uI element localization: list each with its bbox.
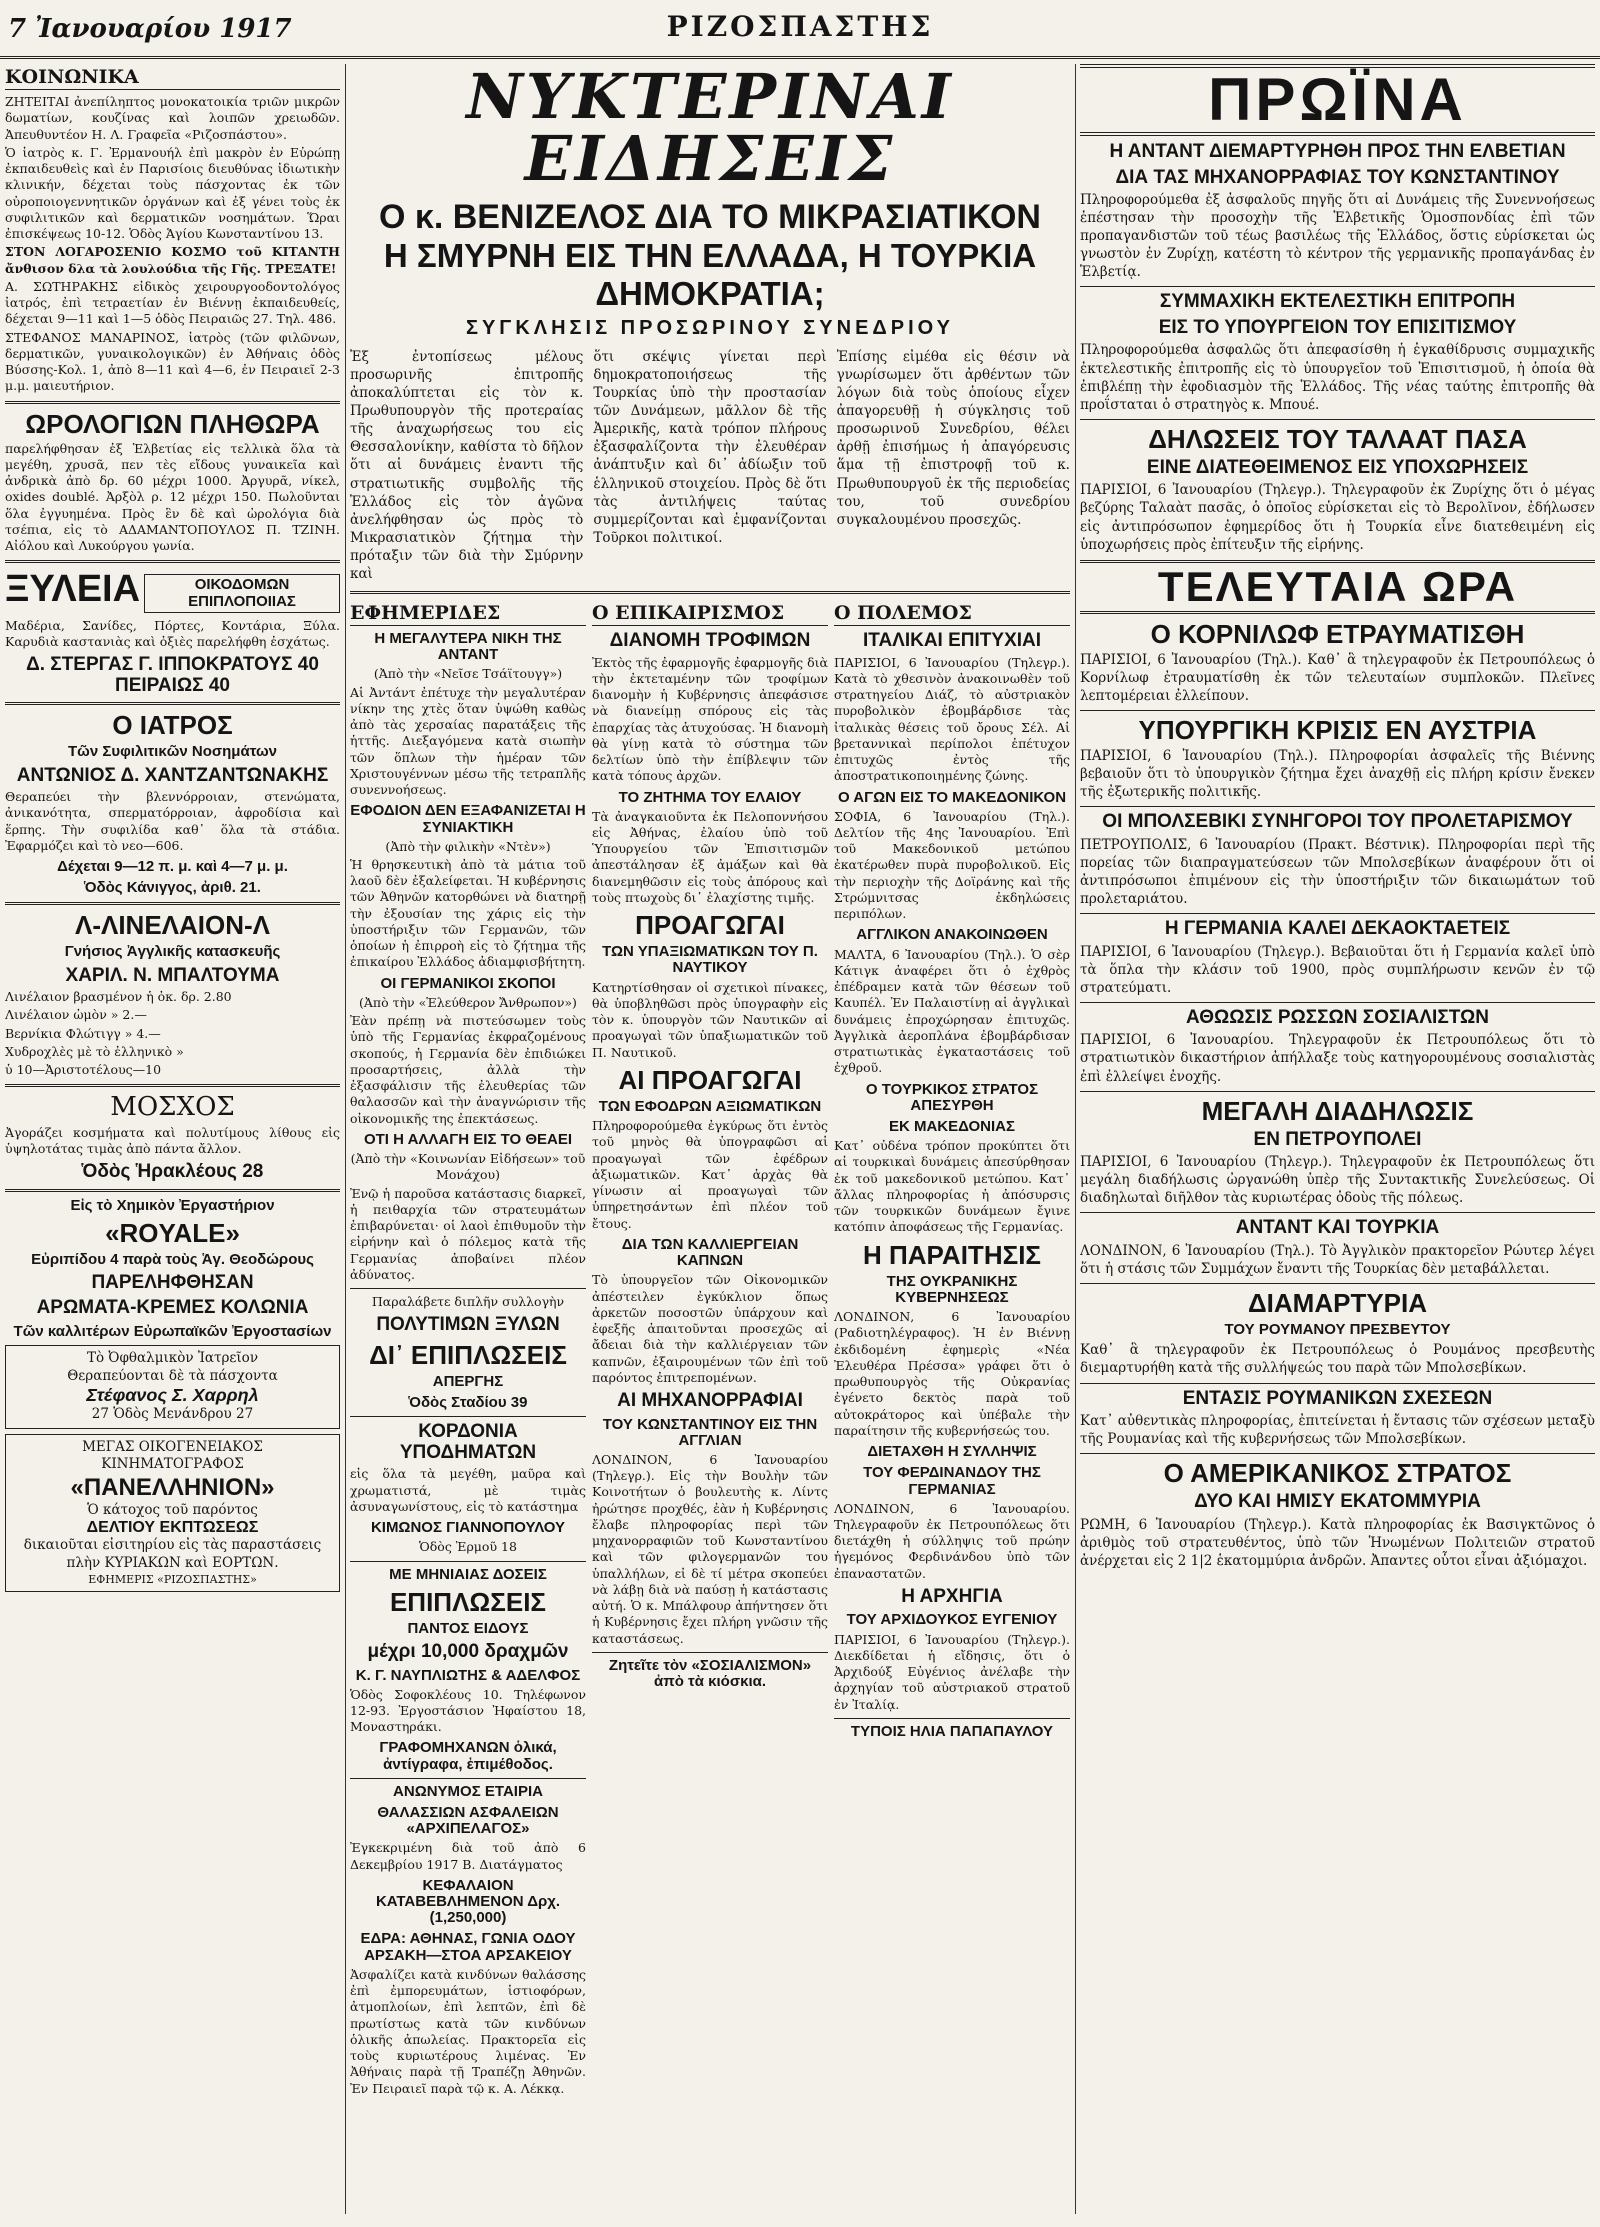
article-text: Ἐπίσης εἰμέθα εἰς θέσιν νὰ γνωρίσωμεν ὅτι ἀρθέντων τῶν λόγων διὰ τοὺς ὁποίους εἶχεν ἀπαγορευθῇ ἡ σύγκλησις τοῦ προσωρινοῦ Συνεδρίου, θέλει ἀρθῇ ἐπισήμως ἡ ἀπαγόρευσις ἅμα τῇ ἐπιστροφῇ τοῦ κ. Πρωθυπουργοῦ ἐκ τῆς περιοδείας του, τοῦ συνεδρίου συγκαλουμένου προσεχῶς. bbox=[836, 348, 1070, 528]
divider bbox=[834, 1718, 1070, 1719]
ad-line: δικαιοῦται εἰσιτηρίου εἰς τὰς παραστάσεις πλὴν ΚΥΡΙΑΚΩΝ καὶ ΕΟΡΤΩΝ. bbox=[23, 1537, 322, 1572]
article-text: Κατ᾽ οὐδένα τρόπον προκύπτει ὅτι αἱ τουρκικαὶ δυνάμεις ἀπεσύρθησαν ἐκ τοῦ μακεδονικοῦ μετώπου. Κατ᾽ ἄλλας πληροφορίας ἡ ἀπόσυρσις τῶν τουρκικῶν δυνάμεων ἔγινε κατόπιν ἀποφάσεως τῆς Γερμανίας. bbox=[834, 1138, 1070, 1235]
column-rule bbox=[345, 64, 346, 2214]
source-line: (Ἀπὸ τὴν φιλικὴν «Ντὲν») bbox=[385, 838, 551, 854]
headline: ΑΓΓΛΙΚΟΝ ΑΝΑΚΟΙΝΩΘΕΝ bbox=[856, 926, 1048, 944]
price-row: Λινέλαιον ὠμὸν » 2.— bbox=[5, 1007, 147, 1023]
article-text: ΠΑΡΙΣΙΟΙ, 6 Ἰανουαρίου (Τηλεγρ.). Κατὰ τὸ χθεσινὸν ἀνακοινωθὲν τοῦ στρατηγείου Διάζ, τὸ αὐστριακὸν πυροβολικὸν ἐβομβάρδισε τὰς ἰταλικὰς θέσεις τοῦ ὄρους Σέλ. Αἱ βρεταννικαὶ περίπολοι ἐπέτυχον ἐπιτυχῶς ἐντὸς τῆς ἀποστρατικοποιημένης ζώνης. bbox=[834, 654, 1070, 784]
headline: ΟΙ ΜΠΟΛΣΕΒΙΚΙ ΣΥΝΗΓΟΡΟΙ ΤΟΥ ΠΡΟΛΕΤΑΡΙΣΜΟΥ bbox=[1102, 811, 1573, 833]
headline: Η ΑΡΧΗΓΙΑ bbox=[901, 1585, 1003, 1607]
headline: Ο ΚΟΡΝΙΛΩΦ ΕΤΡΑΥΜΑΤΙΣΘΗ bbox=[1150, 618, 1525, 649]
divider bbox=[1080, 1091, 1595, 1092]
headline: ΜΕΓΑΛΗ ΔΙΑΔΗΛΩΣΙΣ bbox=[1201, 1095, 1474, 1126]
divider bbox=[5, 1189, 340, 1192]
ad-text: Ἀσφαλίζει κατὰ κινδύνων θαλάσσης ἐπὶ ἐμπορευμάτων, ἱστιοφόρων, ἀτμοπλοίων, ἐπὶ λεπτῶν, ἐπὶ δὲ πρωτίστως κατὰ τῶν κινδύνων ὁλικῆς ἀπωλείας. Πρακτορεῖα εἰς τοὺς κυριωτέρους λιμένας. Ἐν Ἀθήναις παρὰ τῇ Τραπέζῃ Ἀθηνῶν. Ἐν Πειραιεῖ παρὰ τῷ κ. Α. Λέκκᾳ. bbox=[350, 1966, 586, 2096]
article-text: ΠΑΡΙΣΙΟΙ, 6 Ἰανουαρίου (Τηλεγρ.). Τηλεγραφοῦν ἐκ Πετρουπόλεως ὅτι μεγάλη διαδήλωσις ὠργανώθη ὑπὲρ τῆς Συντακτικῆς Συνελεύσεως. Οἱ διαδηλωταὶ διῆλθον τὰς κυριωτέρας ὁδοὺς τῆς πόλεως. bbox=[1080, 1154, 1595, 1207]
article-text: Τὸ ὑπουργεῖον τῶν Οἰκονομικῶν ἀπέστειλεν ἐγκύκλιον ὅπως ἀρκετῶν ποσοστῶν ὑπάρχουν καὶ ἐφεξῆς ἀπαιτοῦνται προσεχῶς αἱ ἄδειαι διὰ τὴν καλλιέργειαν τῶν καπνῶν, ἐξαιρουμένων τῶν ἐπὶ τοῦ παρόντος ἐπιτρεπομένων. bbox=[592, 1272, 828, 1385]
ad-xyleia bbox=[5, 569, 340, 615]
headline: ΥΠΟΥΡΓΙΚΗ ΚΡΙΣΙΣ ΕΝ ΑΥΣΤΡΙΑ bbox=[1138, 714, 1537, 745]
column-rule bbox=[1075, 64, 1076, 2214]
issue-date: 7 Ἰανουαρίου 1917 bbox=[8, 14, 292, 44]
ad-line: Εὐριπίδου 4 παρὰ τοὺς Ἁγ. Θεοδώρους bbox=[31, 1250, 314, 1268]
ad-title: ΞΥΛΕΙΑ bbox=[5, 568, 141, 611]
article-text: Ἡ θρησκευτικὴ ἀπὸ τὰ μάτια τοῦ λαοῦ δὲν ἐξαλείφεται. Ἡ κυβέρνησις τῶν Ἀθηνῶν κατορθώνει νὰ διατηρῇ τὴν ἐξουσίαν της χάρις εἰς τὴν ὑποστήριξιν τῶν Γερμανῶν, τῶν ὁποίων ἡ ἐπιρροὴ εἰς τὸ ζήτημα τῆς ἐπικαίρου Ἐλλάδος ἀδιαμφισβήτητη. bbox=[350, 856, 586, 970]
article-text: Καθ᾽ ἃ τηλεγραφοῦν ἐκ Πετρουπόλεως ὁ Ρουμάνος πρεσβευτὴς διεμαρτυρήθη κατὰ τῆς συλλήψεώς του παρὰ τῶν Μπολσεβίκων. bbox=[1080, 1342, 1595, 1377]
classified-text: ΖΗΤΕΙΤΑΙ ἀνεπίληπτος μονοκατοικία τριῶν μικρῶν δωματίων, κουζίνας καὶ λοιπῶν χρειωδῶν. Ἀπευθυντέον Η. Λ. Γραφεῖα «Ριζοσπάστου». bbox=[5, 94, 340, 142]
footer-note: Ζητεῖτε τὸν «ΣΟΣΙΑΛΙΣΜΟΝ» ἀπὸ τὰ κιόσκια. bbox=[608, 1656, 812, 1691]
article-text: ΠΑΡΙΣΙΟΙ, 6 Ἰανουαρίου (Τηλεγρ.). Βεβαιοῦται ὅτι ἡ Γερμανία καλεῖ ὑπὸ τὰ ὅπλα τὴν κλάσιν τοῦ 1900, πρὸς συμπλήρωσιν κενῶν ἐν τῷ στρατεύματι. bbox=[1080, 943, 1595, 996]
ad-line: ΚΕΦΑΛΑΙΟΝ ΚΑΤΑΒΕΒΛΗΜΕΝΟΝ Δρχ. (1,250,000) bbox=[375, 1876, 561, 1927]
headline: ΣΥΜΜΑΧΙΚΗ ΕΚΤΕΛΕΣΤΙΚΗ ΕΠΙΤΡΟΠΗ bbox=[1159, 291, 1516, 313]
ad-strong: ΔΕΛΤΙΟΥ ΕΚΠΤΩΣΕΩΣ bbox=[86, 1519, 259, 1537]
ad-address: Ὁδὸς Σοφοκλέους 10. Τηλέφωνον 12-93. Ἐργοστάσιον Ἠφαίστου 18, Μοναστηράκι. bbox=[350, 1686, 586, 1735]
divider bbox=[350, 1778, 586, 1779]
classified-text: ΣΤΕΦΑΝΟΣ ΜΑΝΑΡΙΝΟΣ, ἰατρὸς (τῶν φιλῶνων, δερματικῶν, γυναικολογικῶν) ἐν Ἀθήναις ὁδὸς Βύσσης-Κολ. 1, ἀπὸ 8—11 καὶ 4—6, ἐν Πειραιεῖ 2-3 μ.μ. μαιευτήριον. bbox=[5, 329, 340, 394]
ad-name: Κ. Γ. ΝΑΥΠΛΙΩΤΗΣ & ΑΔΕΛΦΟΣ bbox=[355, 1666, 581, 1684]
ad-tag: ΕΦΗΜΕΡΙΣ «ΡΙΖΟΣΠΑΣΤΗΣ» bbox=[88, 1572, 257, 1586]
ad-address: Δ. ΣΤΕΡΓΑΣ Γ. ΙΠΠΟΚΡΑΤΟΥΣ 40 ΠΕΙΡΑΙΩΣ 40 bbox=[26, 654, 319, 696]
divider bbox=[350, 1288, 586, 1289]
column-polemos bbox=[834, 600, 1070, 2099]
paper-name: ΡΙΖΟΣΠΑΣΤΗΣ bbox=[666, 10, 934, 43]
ad-subtitle: ΑΠΕΡΓΗΣ bbox=[432, 1372, 504, 1390]
ad-address: ΕΔΡΑ: ΑΘΗΝΑΣ, ΓΩΝΙΑ ΟΔΟΥ ΑΡΣΑΚΗ—ΣΤΟΑ ΑΡΣΑΚΕΙΟΥ bbox=[360, 1930, 576, 1964]
divider bbox=[1080, 1002, 1595, 1003]
section-label: Ο ΠΟΛΕΜΟΣ bbox=[834, 602, 1070, 626]
ad-line: Ὁ κάτοχος τοῦ παρόντος bbox=[87, 1501, 258, 1518]
headline: ΤΟ ΖΗΤΗΜΑ ΤΟΥ ΕΛΑΙΟΥ bbox=[618, 788, 802, 806]
ad-line: ΓΡΑΦΟΜΗΧΑΝΩΝ ὁλικά, ἀντίγραφα, ἐπιμέθοδος. bbox=[379, 1739, 557, 1773]
headline: ΤΩΝ ΥΠΑΞΙΩΜΑΤΙΚΩΝ ΤΟΥ Π. ΝΑΥΤΙΚΟΥ bbox=[602, 943, 818, 977]
ad-title: «ΠΑΝΕΛΛΗΝΙΟΝ» bbox=[70, 1473, 275, 1501]
article-text: ΠΑΡΙΣΙΟΙ, 6 Ἰανουαρίου (Τηλ.). Καθ᾽ ἃ τηλεγραφοῦν ἐκ Πετρουπόλεως ὁ Κορνίλωφ ἐτραυματίσθη ἐκ τῶν τελευταίων συμπλοκῶν. Πλεῖνες λεπτομέρειαι ἐλλείπουν. bbox=[1080, 651, 1595, 704]
headline: ΔΙΑ ΤΑΣ ΜΗΧΑΝΟΡΡΑΦΙΑΣ ΤΟΥ ΚΩΝΣΤΑΝΤΙΝΟΥ bbox=[1115, 166, 1560, 188]
ad-line: μέχρι 10,000 δραχμῶν bbox=[367, 1641, 569, 1662]
headline: ΠΡΟΑΓΩΓΑΙ bbox=[635, 910, 785, 941]
article-text: ΠΑΡΙΣΙΟΙ, 6 Ἰανουαρίου (Τηλεγρ.). Διεκδίδεται ἡ εἴδησις, ὅτι ὁ Ἀρχιδούξ Εὐγένιος ἀνέλαβε τὴν ἀρχηγίαν τοῦ αὐστριακοῦ στρατοῦ ἐν Ἰταλίᾳ. bbox=[834, 1631, 1070, 1712]
article-text: ΠΑΡΙΣΙΟΙ, 6 Ἰανουαρίου (Τηλεγρ.). Τηλεγραφοῦν ἐκ Ζυρίχης ὅτι ὁ μέγας βεζύρης Ταλαὰτ πασᾶς, ὁ ὁποῖος εὑρίσκεται εἰς τὸ Βερολῖνον, ἐδήλωσεν εἰς ἀντιπρόσωπον ἐφημερίδος ὅτι ἡ Τουρκία εἶνε διατεθειμένη εἰς ὑποχωρήσεις πρὸς ἐπίτευξιν τῆς εἰρήνης. bbox=[1080, 482, 1595, 553]
headline: Η ΓΕΡΜΑΝΙΑ ΚΑΛΕΙ ΔΕΚΑΟΚΤΑΕΤΕΙΣ bbox=[1164, 918, 1511, 940]
headline: Η ΣΜΥΡΝΗ ΕΙΣ ΤΗΝ ΕΛΛΑΔΑ, Η ΤΟΥΡΚΙΑ ΔΗΜΟΚΡΑΤΙΑ; bbox=[383, 237, 1037, 313]
headline: Ο ΑΓΩΝ ΕΙΣ ΤΟ ΜΑΚΕΔΟΝΙΚΟΝ bbox=[837, 788, 1067, 806]
ad-title: ΠΑΡΕΛΗΦΘΗΣΑΝ bbox=[91, 1271, 254, 1293]
ad-name: ΚΙΜΩΝΟΣ ΓΙΑΝΝΟΠΟΥΛΟΥ bbox=[370, 1519, 566, 1537]
headline: ΑΙ ΜΗΧΑΝΟΡΡΑΦΙΑΙ bbox=[617, 1390, 803, 1412]
ad-title: Λ-ΛΙΝΕΛΑΙΟΝ-Λ bbox=[74, 910, 271, 941]
ad-text: παρελήφθησαν ἐξ Ἑλβετίας εἰς τελλικὰ ὅλα τὰ μεγέθη, χρυσᾶ, πεν τὲς εἴδους γυναικεῖα καὶ ἀνδρικὰ ἀπὸ δρ. 60 μέχρι 1000. Ἀργυρᾶ, νίκελ, oxides doublé. Ἀρξὸλ ρ. 12 μέχρι 150. Πωλοῦνται ὅλα ἐγγυημένα. Πρὸς ἓν δὲ καὶ ὠρολόγια διὰ τσέπια, εἰς τὸ ΑΔΑΜΑΝΤΟΠΟΥΛΟΣ Π. ΤΖΙΝΗ. Αἰόλου καὶ Λυκούργου γωνία. bbox=[5, 440, 340, 554]
price-row: Λινέλαιον βρασμένον ἡ ὀκ. δρ. 2.80 bbox=[5, 989, 232, 1005]
headline: Ο κ. ΒΕΝΙΖΕΛΟΣ ΔΙΑ ΤΟ ΜΙΚΡΑΣΙΑΤΙΚΟΝ bbox=[379, 198, 1041, 236]
ad-box bbox=[5, 1345, 340, 1429]
headline: ΑΙ ΠΡΟΑΓΩΓΑΙ bbox=[618, 1064, 802, 1095]
divider bbox=[350, 591, 1070, 594]
ad-title: ΕΠΙΠΛΩΣΕΙΣ bbox=[389, 1586, 547, 1617]
section-title: ΤΕΛΕΥΤΑΙΑ ΩΡΑ bbox=[1080, 560, 1595, 614]
article-text: ΛΟΝΔΙΝΟΝ, 6 Ἰανουαρίου (Τηλ.). Τὸ Ἀγγλικὸν πρακτορεῖον Ρώυτερ λέγει ὅτι ἡ στάσις τῶν Συμμάχων ἔναντι τῆς Τουρκίας δὲν μεταβάλλεται. bbox=[1080, 1242, 1595, 1278]
divider bbox=[1080, 419, 1595, 420]
classified-text: Ὁ ἰατρὸς κ. Γ. Ἐρμανουήλ ἐπὶ μακρὸν ἐν Εὐρώπῃ ἐκπαιδευθεὶς καὶ ἐν Παρισίοις διευθύνας ἰδιωτικὴν κλινικήν, δέχεται τοὺς πάσχοντας ἐκ τῶν οὐροποιογεννητικῶν ὀργάνων καὶ ἐξ γένει τοὺς ἐκ συφιλιτικῶν καὶ δερματικῶν νοσημάτων. Ὥραι ἐπισκέψεως 10-12. Ὁδὸς Ἁγίου Κωνσταντίνου 13. bbox=[5, 144, 340, 241]
ad-line: Θεραπεύονται δὲ τὰ πάσχοντα bbox=[67, 1367, 278, 1384]
headline: Η ΜΕΓΑΛΥΤΕΡΑ ΝΙΚΗ ΤΗΣ ΑΝΤΑΝΤ bbox=[374, 629, 562, 664]
ad-address: Ὁδὸς Σταδίου 39 bbox=[408, 1394, 528, 1412]
ad-subtitle: ΠΑΝΤΟΣ ΕΙΔΟΥΣ bbox=[407, 1619, 529, 1637]
headline: Η ΑΝΤΑΝΤ ΔΙΕΜΑΡΤΥΡΗΘΗ ΠΡΟΣ ΤΗΝ ΕΛΒΕΤΙΑΝ bbox=[1109, 141, 1566, 162]
ad-box bbox=[5, 1434, 340, 1592]
lower-columns bbox=[350, 600, 1070, 2099]
article-text: Αἱ Ἀντάντ ἐπέτυχε τὴν μεγαλυτέραν νίκην της χτὲς ὅταν ὑψώθη καθὼς ἀπὸ τὰς χερσαίας παρατάξεις τῆς ἡττῆς. Διεξαγόμενα κατὰ σιωπὴν τῶν ὅπλων τὴν ἡμέραν τῶν Χριστουγέννων μέσω τῆς τετραπλῆς συνεννοήσεως. bbox=[350, 684, 586, 798]
ad-subtitle: Τῶν Συφιλιτικῶν Νοσημάτων bbox=[68, 743, 277, 761]
source-line: (Ἀπὸ τὴν «Κοινωνίαν Εἰδήσεων» τοῦ Μονάχου) bbox=[350, 1151, 586, 1183]
ad-hours: Δέχεται 9—12 π. μ. καὶ 4—7 μ. μ. bbox=[57, 858, 288, 876]
article-text: ΠΑΡΙΣΙΟΙ, 6 Ἰανουαρίου. Τηλεγραφοῦν ἐκ Πετρουπόλεως ὅτι τὸ στρατιωτικὸν δικαστήριον ἀπήλλαξε τοὺς κατηγορουμένους σοσιαλιστὰς ἐπὶ ἐλλείψει ἐνοχῆς. bbox=[1080, 1032, 1595, 1085]
ad-subtitle: Γνήσιος Ἀγγλικῆς κατασκευῆς bbox=[64, 943, 281, 961]
section-label: Ο ΕΠΙΚΑΙΡΙΣΜΟΣ bbox=[592, 602, 828, 626]
headline: ΤΟΥ ΑΡΧΙΔΟΥΚΟΣ ΕΥΓΕΝΙΟΥ bbox=[846, 1611, 1058, 1629]
headline: ΔΙΕΤΑΧΘΗ Η ΣΥΛΛΗΨΙΣ bbox=[867, 1443, 1037, 1461]
ad-title: ΔΙ᾽ ΕΠΙΠΛΩΣΕΙΣ bbox=[369, 1339, 567, 1370]
headline: ΑΝΤΑΝΤ ΚΑΙ ΤΟΥΡΚΙΑ bbox=[1235, 1217, 1440, 1239]
divider bbox=[5, 702, 340, 705]
classified-text: ΣΤΟΝ ΛΟΓΑΡΟΣΕΝΙΟ ΚΟΣΜΟ τοῦ ΚΙΤΑΝΤΗ ἄνθισον δλα τὰ λουλούδια τῆς Γῆς. ΤΡΕΞΑΤΕ! bbox=[5, 244, 340, 276]
divider bbox=[1080, 1212, 1595, 1213]
headline: ΤΟΥ ΚΩΝΣΤΑΝΤΙΝΟΥ ΕΙΣ ΤΗΝ ΑΓΓΛΙΑΝ bbox=[602, 1415, 818, 1449]
column-epikairismos bbox=[592, 600, 828, 2099]
headline: ΟΤΙ Η ΑΛΛΑΓΗ ΕΙΣ ΤΟ ΘΕΑΕΙ bbox=[363, 1130, 573, 1148]
divider bbox=[1080, 710, 1595, 711]
ad-subtitle: ΘΑΛΑΣΣΙΩΝ ΑΣΦΑΛΕΙΩΝ «ΑΡΧΙΠΕΛΑΓΟΣ» bbox=[377, 1804, 559, 1838]
divider bbox=[592, 1652, 828, 1653]
ad-address: Ὁδὸς Κάνιγγος, ἀριθ. 21. bbox=[84, 879, 261, 897]
classifieds-column bbox=[5, 64, 340, 2224]
ad-name: Στέφανος Σ. Χαρρηλ bbox=[86, 1385, 259, 1406]
ad-title: ΩΡΟΛΟΓΙΩΝ ΠΛΗΘΩΡΑ bbox=[25, 408, 320, 439]
headline: ΕΦΟΔΙΟΝ ΔΕΝ ΕΞΑΦΑΝΙΖΕΤΑΙ Η ΣΥΝΙΑΚΤΙΚΗ bbox=[350, 802, 586, 836]
ad-line: Τῶν καλλιτέρων Εὐρωπαϊκῶν Ἐργοστασίων bbox=[13, 1323, 332, 1340]
article-text: Ἐξ ἐντοπίσεως μέλους προσωρινῆς ἐπιτροπῆς ἀποκαλύπτεται εἰς τὸν κ. Πρωθυπουργὸν τῆς προτεραίας τῆς ἀναχωρήσεως του εἰς Θεσσαλονίκην, καθίστα τὸ δῆλον ὅτι αἱ δυνάμεις ἐναντι τῆς στρατιωτικῆς συμβολῆς τῆς Ἑλλάδος εἰς τὸν ἀγῶνα ἀνελήφθησαν ὡς πρὸς τὸ Μικρασιατικὸν ζήτημα τὴν πρόταξιν τῶν διὰ τὴν Σμύρνην καὶ bbox=[350, 348, 584, 582]
article-text: Πληροφορούμεθα ἐγκύρως ὅτι ἐντὸς τοῦ μηνὸς θὰ ὑπογραφῶσι αἱ προαγωγαὶ τῶν ἐφέδρων ἀξιωματικῶν. Κατ᾽ ἀρχὰς θὰ γίνωσιν αἱ προαγωγαὶ τῶν ὑπηρετησάντων ἐπὶ πλέον τοῦ ἔτους. bbox=[592, 1118, 828, 1231]
kicker: ΣΥΓΚΛΗΣΙΣ ΠΡΟΣΩΡΙΝΟΥ ΣΥΝΕΔΡΙΟΥ bbox=[465, 316, 955, 339]
divider bbox=[350, 1561, 586, 1562]
article-text: Ἐκτὸς τῆς ἐφαρμογῆς ἐφαρμογῆς διὰ τὴν ἐκτεταμένην τῶν τροφίμων διανομὴν ἡ Κυβέρνησις ἀπεφάσισε νὰ διανείμῃ σπόρους εἰς τὰς ἐπαρχίας τὰς ἀτυχούσας. Ἡ διανομὴ θὰ γίνῃ κατὰ τὸ σύστημα τῶν δελτίων ὑπὸ τὴν ἐπίβλεψιν τῶν κατὰ τόπους ἀρχῶν. bbox=[592, 654, 828, 784]
article-text: ΛΟΝΔΙΝΟΝ, 6 Ἰανουαρίου. Τηλεγραφοῦν ἐκ Πετρουπόλεως ὅτι διετάχθη ἡ σύλληψις τοῦ πρώην ἡγεμόνος Φερδινάνδου ὑπὸ τῶν ἐπαναστατῶν. bbox=[834, 1500, 1070, 1581]
article-text: ΠΑΡΙΣΙΟΙ, 6 Ἰανουαρίου (Τηλ.). Πληροφορίαι ἀσφαλεῖς τῆς Βιέννης βεβαιοῦν ὅτι τὸ ὑπουργικὸν ζήτημα ἔχει ἀναχθῇ εἰς πλήρη κρίσιν ἔνεκεν τῆς ἐξωτερικῆς πολιτικῆς. bbox=[1080, 748, 1595, 801]
headline: Ο ΑΜΕΡΙΚΑΝΙΚΟΣ ΣΤΡΑΤΟΣ bbox=[1163, 1458, 1512, 1489]
ad-text: εἰς ὅλα τὰ μεγέθη, μαῦρα καὶ χρωματιστά, μὲ τιμὰς ἀσυναγωνίστους, εἰς τὸ κατάστημα bbox=[350, 1466, 586, 1514]
divider bbox=[5, 902, 340, 905]
article-text: Κατ᾽ αὐθεντικὰς πληροφορίας, ἐπιτείνεται ἡ ἔντασις τῶν σχέσεων μεταξὺ τῆς Ρουμανίας καὶ τῆς κυβερνήσεως τῶν Μπολσεβίκων. bbox=[1080, 1413, 1595, 1448]
morning-news-column bbox=[1080, 64, 1595, 2224]
headline: Ο ΤΟΥΡΚΙΚΟΣ ΣΤΡΑΤΟΣ ΑΠΕΣΥΡΘΗ bbox=[865, 1080, 1039, 1114]
article-text: ΠΕΤΡΟΥΠΟΛΙΣ, 6 Ἰανουαρίου (Πρακτ. Βέστνικ). Πληροφορίαι περὶ τῆς πορείας τῶν διαπραγματεύσεων τῶν Μπολσεβίκων ἀναφέρουν ὅτι οἱ ἀντιπρόσωποι ἐπιμένουν εἰς τὴν ὑποστήριξιν τῶν δικαιωμάτων τοῦ προλεταριάτου. bbox=[1080, 836, 1595, 908]
article-text: Πληροφορούμεθα ἀσφαλῶς ὅτι ἀπεφασίσθη ἡ ἐγκαθίδρυσις συμμαχικῆς ἐκτελεστικῆς ἐπιτροπῆς εἰς τὸ ὑπουργεῖον τοῦ Ἐπισιτισμοῦ, ἡ ὁποία θὰ ἐπιβλέπῃ τὴν ἐφοδιασμὸν τῆς Ἑλλάδος. Τῆς νέας ταύτης ἐπιτροπῆς θὰ προΐσταται ὁ στρατηγὸς κ. Μπουέ. bbox=[1080, 342, 1595, 413]
headline: ΕΙΝΕ ΔΙΑΤΕΘΕΙΜΕΝΟΣ ΕΙΣ ΥΠΟΧΩΡΗΣΕΙΣ bbox=[1146, 456, 1529, 478]
headline: ΤΩΝ ΕΦΟΔΡΩΝ ΑΞΙΩΜΑΤΙΚΩΝ bbox=[598, 1097, 822, 1115]
article-text: ΜΑΛΤΑ, 6 Ἰανουαρίου (Τηλ.). Ὁ σὲρ Κάτιγκ ἀναφέρει ὅτι ὁ ἐχθρὸς ἐπέδραμεν κατὰ τῶν θέσεων τοῦ Καυπέλ. Ἐν Παλαιστίνῃ αἱ ἀγγλικαὶ δυνάμεις ἐπροχώρησαν ἐπιτυχῶς. Ἀγγλικὰ ἀεροπλάνα ἐβομβάρδισαν στρατιωτικὰς ἐγκαταστάσεις τοῦ ἐχθροῦ. bbox=[834, 946, 1070, 1076]
divider bbox=[5, 1084, 340, 1087]
ad-title: Ο ΙΑΤΡΟΣ bbox=[112, 710, 233, 741]
headline: ΑΘΩΩΣΙΣ ΡΩΣΣΩΝ ΣΟΣΙΑΛΙΣΤΩΝ bbox=[1186, 1006, 1489, 1028]
ad-name: ΧΑΡΙΛ. Ν. ΜΠΑΛΤΟΥΜΑ bbox=[65, 964, 280, 986]
ad-line: 27 Ὁδὸς Μενάνδρου 27 bbox=[91, 1406, 254, 1423]
source-line: (Ἀπὸ τὴν «Νεῖσε Τσάϊτουγγ») bbox=[373, 666, 563, 682]
column-efimerides bbox=[350, 600, 586, 2099]
ad-title: ΠΟΛΥΤΙΜΩΝ ΞΥΛΩΝ bbox=[376, 1314, 560, 1336]
headline: ΔΙΑ ΤΩΝ ΚΑΛΛΙΕΡΓΕΙΑΝ ΚΑΠΝΩΝ bbox=[621, 1235, 799, 1270]
headline: ΤΟΥ ΦΕΡΔΙΝΑΝΔΟΥ ΤΗΣ ΓΕΡΜΑΝΙΑΣ bbox=[863, 1464, 1041, 1498]
main-news-column bbox=[350, 64, 1070, 2224]
source-line: (Ἀπὸ τὴν «Ἑλεύθερον Ἄνθρωπον») bbox=[359, 994, 577, 1010]
headline: ΤΟΥ ΡΟΥΜΑΝΟΥ ΠΡΕΣΒΕΥΤΟΥ bbox=[1224, 1321, 1451, 1339]
ad-line: Εἰς τὸ Χημικὸν Ἐργαστήριον bbox=[70, 1196, 275, 1214]
ad-subtitle: ΑΡΩΜΑΤΑ-ΚΡΕΜΕΣ ΚΟΛΩΝΙΑ bbox=[36, 1297, 309, 1319]
section-title: ΠΡΩΪΝΑ bbox=[1080, 64, 1595, 136]
price-row: ὑ 10—Ἀριστοτέλους—10 bbox=[5, 1062, 162, 1078]
section-label: ΚΟΙΝΩΝΙΚΑ bbox=[5, 66, 340, 90]
ad-line: Τὸ Ὀφθαλμικὸν Ἰατρεῖον bbox=[86, 1350, 259, 1367]
headline: ΔΙΑΜΑΡΤΥΡΙΑ bbox=[1247, 1288, 1428, 1319]
divider bbox=[1080, 1453, 1595, 1454]
headline: ΤΗΣ ΟΥΚΡΑΝΙΚΗΣ ΚΥΒΕΡΝΗΣΕΩΣ bbox=[886, 1272, 1018, 1306]
headline: ΙΤΑΛΙΚΑΙ ΕΠΙΤΥΧΙΑΙ bbox=[862, 629, 1042, 651]
divider bbox=[5, 560, 340, 563]
price-row: Βερνίκια Φλώτιγγ » 4.— bbox=[5, 1025, 161, 1041]
article-text: ὅτι σκέψις γίνεται περὶ δημοκρατοποιήσεως τῆς Τουρκίας ὑπὸ τὴν προστασίαν τῶν Δυνάμεων, μᾶλλον δὲ τῆς Ἀμερικῆς, κατὰ τρόπον πλήρους ἐξασφαλίζοντα τὴν ἐλευθέραν ἀνάπτυξιν καὶ δι᾽ ἀδίωξιν τοῦ ἑλληνικοῦ στοιχείου. Πρὸς δὲ ὅτι τὰς ἀντιλήψεις ταύτας συμμερίζονται καὶ ἐμφανίζονται Τοῦρκοι πολιτικοί. bbox=[593, 348, 827, 546]
article-text: Κατηρτίσθησαν οἱ σχετικοὶ πίνακες, θὰ ὑποβληθῶσι πρὸς ὑπογραφὴν εἰς τὸν κ. ὑπουργὸν τῶν Ναυτικῶν αἱ προαγωγαὶ τῶν ὑπαξιωματικῶν τοῦ Π. Ναυτικοῦ. bbox=[592, 979, 828, 1060]
article-text: ΛΟΝΔΙΝΟΝ, 6 Ἰανουαρίου (Ραδιοτηλέγραφος). Ἡ ἐν Βιέννῃ ἐκδιδομένη ἐφημερὶς «Νέα Ἐλευθέρα Πρέσσα» γράφει ὅτι ὁ πρωθυπουργὸς τῆς Οὐκρανίας ἐγένετο δεκτὸς παρὰ τοῦ αὐτοκράτορος καὶ ὑπέβαλε τὴν παραίτησιν τῆς κυβερνήσεώς του. bbox=[834, 1309, 1070, 1438]
ad-name: ΑΝΤΩΝΙΟΣ Δ. ΧΑΝΤΖΑΝΤΩΝΑΚΗΣ bbox=[16, 764, 329, 786]
ad-address: Ὁδὸς Ἡρακλέους 28 bbox=[81, 1161, 264, 1182]
price-row: Χυδροχλὲς μὲ τὸ ἐλληνικὸ » bbox=[5, 1043, 184, 1059]
article-text: Πληροφορούμεθα ἐξ ἀσφαλοῦς πηγῆς ὅτι αἱ Δυνάμεις τῆς Συνεννοήσεως ἐπέστησαν τὴν προσοχὴν τῆς Ἑλβετικῆς Ὁμοσπονδίας ἐπὶ τῶν προπαγανδιστῶν τοῦ τέως βασιλέως τῆς Ἑλλάδος, ὅστις εὑρίσκεται ὡς γνωστὸν ἐν Ζυρίχῃ, κατέστη τὸ κέντρον τῆς γερμανικῆς προπαγάνδας ἐν Ἑλβετίᾳ. bbox=[1080, 192, 1595, 281]
ad-title: ΜΟΣΧΟΣ bbox=[110, 1092, 235, 1123]
divider bbox=[350, 1416, 586, 1417]
ad-line: Ἐγκεκριμένη διὰ τοῦ ἀπὸ 6 Δεκεμβρίου 1917 Β. Διατάγματος bbox=[350, 1840, 586, 1872]
ad-title: ΑΝΩΝΥΜΟΣ ΕΤΑΙΡΙΑ bbox=[393, 1782, 543, 1800]
headline: ΕΝ ΠΕΤΡΟΥΠΟΛΕΙ bbox=[1253, 1128, 1422, 1150]
article-text: Ἐνῷ ἡ παροῦσα κατάστασις διαρκεῖ, ἡ πειθαρχία τῶν στρατευμάτων ἐπιβαρύνεται· οἱ λαοὶ ἐπιθυμοῦν τὴν εἰρήνην καὶ ὁ πόλεμος κατὰ τῆς Γερμανίας ἀποβαίνει πλέον ἀδύνατος. bbox=[350, 1185, 586, 1282]
ad-title: «ROYALE» bbox=[105, 1217, 240, 1248]
headline: ΕΝΤΑΣΙΣ ΡΟΥΜΑΝΙΚΩΝ ΣΧΕΣΕΩΝ bbox=[1182, 1387, 1493, 1409]
ad-line: ΜΕΓΑΣ ΟΙΚΟΓΕΝΕΙΑΚΟΣ ΚΙΝΗΜΑΤΟΓΡΑΦΟΣ bbox=[82, 1438, 263, 1473]
article-text: ΡΩΜΗ, 6 Ἰανουαρίου (Τηλεγρ.). Κατὰ πληροφορίας ἐκ Βασιγκτῶνος ὁ ἀριθμὸς τοῦ στρατευθέντος, ὑπὸ τῶν Ἡνωμένων Πολιτειῶν στρατοῦ ἀνέρχεται εἰς 2 1|2 ἑκατομμύρια ἀνδρῶν. Ἀπαντες οὗτοι εἶναι ἀξιόμαχοι. bbox=[1080, 1516, 1595, 1569]
divider bbox=[1080, 1383, 1595, 1384]
article-text: ΣΟΦΙΑ, 6 Ἰανουαρίου (Τηλ.). Δελτίον τῆς 4ης Ἰανουαρίου. Ἐπὶ τοῦ Μακεδονικοῦ μετώπου ἐκατέρωθεν πυρὰ πυροβολικοῦ. Εἰς τὴν περιοχὴν τῆς Δοϊράνης καὶ τῆς Στρώμνιτσας ἐκδηλώσεις περιπόλων. bbox=[834, 808, 1070, 922]
headline: ΕΙΣ ΤΟ ΥΠΟΥΡΓΕΙΟΝ ΤΟΥ ΕΠΙΣΙΤΙΣΜΟΥ bbox=[1158, 316, 1517, 338]
divider bbox=[1080, 286, 1595, 287]
divider bbox=[5, 401, 340, 404]
ad-line: Παραλάβετε διπλῆν συλλογὴν bbox=[371, 1294, 565, 1310]
article-text: Τὰ ἀναγκαιοῦντα ἐκ Πελοποννήσου εἰς Ἀθήνας, ἐλαίου ὑπὸ τοῦ Ὑπουργείου τῶν Ἐπισιτισμῶν ἀπεστάλησαν ἐξ ἀμάξων καὶ θὰ διανεμηθῶσιν εἰς τοὺς ἀπόρους καὶ τοὺς πτωχοὺς δι᾽ ἐλαχίστης τιμῆς. bbox=[592, 808, 828, 905]
headline: Η ΠΑΡΑΙΤΗΣΙΣ bbox=[862, 1239, 1042, 1270]
headline: ΟΙ ΓΕΡΜΑΝΙΚΟΙ ΣΚΟΠΟΙ bbox=[380, 974, 556, 992]
divider bbox=[1080, 1283, 1595, 1284]
ad-text: Μαδέρια, Σανίδες, Πόρτες, Κοντάρια, Ξύλα. Καρυδιὰ καστανιὰς καὶ ὀξιὲς παρελήφθη ἐσχάτως. bbox=[5, 617, 340, 649]
ad-address: Ὁδὸς Ἐρμοῦ 18 bbox=[419, 1539, 517, 1555]
ad-text: Θεραπεύει τὴν βλεννόρροιαν, στενώματα, ἀνικανότητα, σπερματόρροιαν, ἀφροδίσια καὶ ἕρπης. Τὴν συφιλίδα καθ᾽ ὅλα τὰ στάδια. Ἐφαρμόζει καὶ τὸ νεο—606. bbox=[5, 789, 340, 853]
headline: ΔΗΛΩΣΕΙΣ ΤΟΥ ΤΑΛΑΑΤ ΠΑΣΑ bbox=[1148, 423, 1527, 454]
article-text: Ἐὰν πρέπῃ νὰ πιστεύσωμεν τοὺς ὑπὸ τῆς Γερμανίας ἐκφραζομένους σκοπούς, ἡ Γερμανία δὲν ἐπιδιώκει προσαρτήσεις, ἀλλὰ τὴν ἐξασφάλισιν τῆς ἐλευθερίας τῶν θαλασσῶν καὶ τὴν ἀναγνώρισιν τῆς οἰκονομικῆς της ἐπεκτάσεως. bbox=[350, 1013, 586, 1126]
section-label: ΕΦΗΜΕΡΙΔΕΣ bbox=[350, 602, 586, 626]
ad-subtitle: ΟΙΚΟΔΟΜΩΝ ΕΠΙΠΛΟΠΟΙΙΑΣ bbox=[144, 574, 340, 612]
divider bbox=[1080, 806, 1595, 807]
lead-story bbox=[350, 346, 1070, 585]
masthead bbox=[0, 0, 1600, 59]
ad-title: ΚΟΡΔΟΝΙΑ ΥΠΟΔΗΜΑΤΩΝ bbox=[399, 1421, 537, 1463]
ad-line: ΜΕ ΜΗΝΙΑΙΑΣ ΔΟΣΕΙΣ bbox=[389, 1565, 547, 1583]
printer-line: ΤΥΠΟΙΣ ΗΛΙΑ ΠΑΠΑΠΑΥΛΟΥ bbox=[850, 1722, 1054, 1740]
section-title: ΝΥΚΤΕΡΙΝΑΙ ΕΙΔΗΣΕΙΣ bbox=[466, 64, 954, 195]
headline: ΔΙΑΝΟΜΗ ΤΡΟΦΙΜΩΝ bbox=[609, 629, 811, 651]
classified-text: Α. ΣΩΤΗΡΑΚΗΣ εἰδικὸς χειρουργοοδοντολόγος ἰατρός, ἐπὶ τετραετίαν ἐν Βιέννῃ ἐκπαιδευθείς, δέχεται 9—11 καὶ 1—5 ὁδὸς Πειραιῶς 27. Τηλ. 486. bbox=[5, 278, 340, 327]
headline: ΔΥΟ ΚΑΙ ΗΜΙΣΥ ΕΚΑΤΟΜΜΥΡΙΑ bbox=[1194, 1491, 1481, 1513]
headline: ΕΚ ΜΑΚΕΔΟΝΙΑΣ bbox=[888, 1118, 1016, 1135]
divider bbox=[1080, 913, 1595, 914]
article-text: ΛΟΝΔΙΝΟΝ, 6 Ἰανουαρίου (Τηλεγρ.). Εἰς τὴν Βουλὴν τῶν Κοινοτήτων ὁ βουλευτὴς κ. Λίντς ἠρώτησε προχθές, ἐὰν ἡ Κυβέρνησις ἔλαβε πληροφορίας περὶ τῶν μηχανορραφιῶν τοῦ Κωνσταντίνου καὶ τῶν φιλογερμανῶν του ὑπαλλήλων, εἰ δὲ τί μέτρα σκοπεύει νὰ λάβῃ διὰ νὰ παύσῃ ἡ κατάστασις αὐτή. Ὁ κ. Μπάλφουρ ἀπήντησεν ὅτι ἡ Κυβέρνησις ἔχει πλήρη γνῶσιν τῆς καταστάσεως. bbox=[592, 1451, 828, 1646]
ad-text: Ἀγοράζει κοσμήματα καὶ πολυτίμους λίθους εἰς ὑψηλοτάτας τιμὰς ἀπὸ πάντα ἄλλον. bbox=[5, 1124, 340, 1156]
